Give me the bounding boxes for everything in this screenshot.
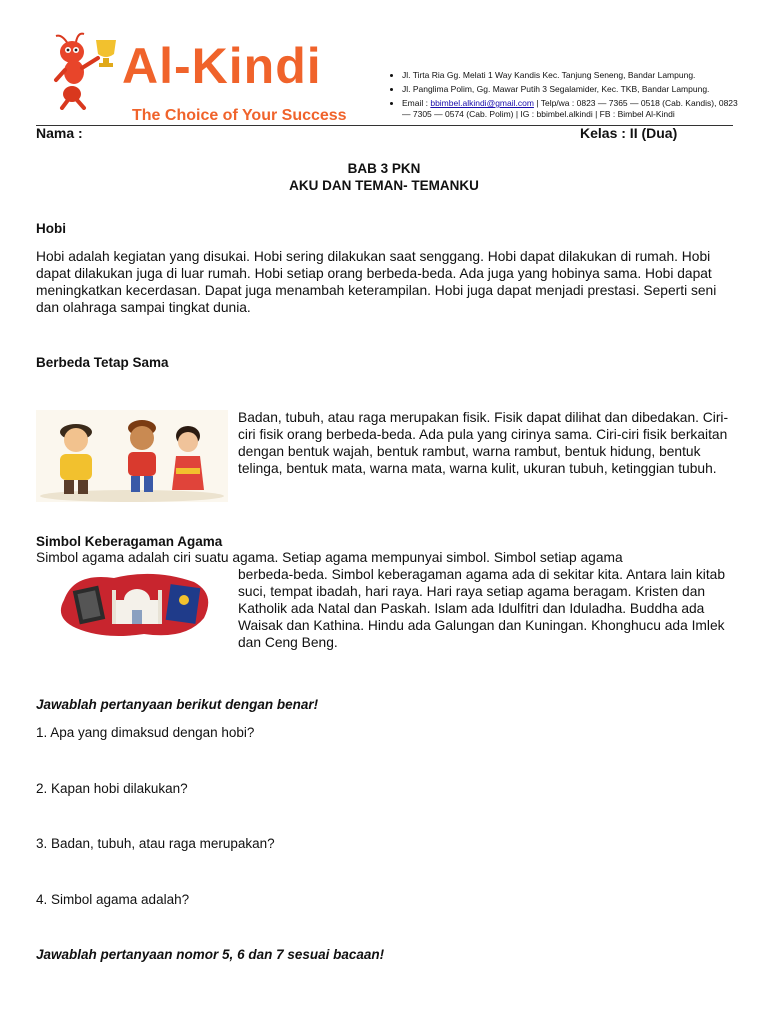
hobi-paragraph: Hobi adalah kegiatan yang disukai. Hobi sering dilakukan saat senggang. Hobi dapat dilakukan di rumah. Hobi dapat dilakukan juga di luar rumah. Hobi setiap orang berbeda-beda. Ada juga yang hobinya sama. Hobi dapat meningkatkan kecerdasan. Dapat juga menambah keterampilan. Hobi juga dapat menjadi prestasi. Seperti seni dan olahraga sampai tingkat dunia.	[36, 249, 717, 315]
instruction-1: Jawablah pertanyaan berikut dengan benar!	[36, 697, 319, 712]
contact-rest: | Telp/wa : 0823 — 7365 — 0518 (Cab. Kandis), 0823 — 7305 — 0574 (Cab. Polim) | IG : bbimbel.alkindi | FB : Bimbel Al-Kindi	[402, 98, 738, 119]
hobi-heading: Hobi	[36, 221, 66, 236]
page-title: AKU DAN TEMAN- TEMANKU	[289, 178, 479, 193]
simbol-heading: Simbol Keberagaman Agama	[36, 534, 223, 549]
berbeda-heading: Berbeda Tetap Sama	[36, 355, 169, 370]
contact-block	[392, 70, 742, 123]
simbol-paragraph-rest: berbeda-beda. Simbol keberagaman agama ada di sekitar kita. Antara lain kitab suci, tempat ibadah, hari raya. Hari raya setiap agama beragam. Kristen dan Katholik ada Natal dan Paskah. Islam ada Idulfitri dan Iduladha. Buddha ada Waisak dan Kathina. Hindu ada Galungan dan Kuningan. Khonghucu ada Imlek dan Ceng Beng.	[238, 567, 726, 650]
contact-prefix: Email :	[402, 98, 431, 108]
question-1: 1. Apa yang dimaksud dengan hobi?	[36, 725, 255, 740]
simbol-paragraph-first-line: Simbol agama adalah ciri suatu agama. Setiap agama mempunyai simbol. Simbol setiap agama	[36, 550, 623, 565]
email-link[interactable]: bbimbel.alkindi@gmail.com	[430, 98, 534, 108]
brand-tagline: The Choice of Your Success	[132, 107, 347, 124]
religion-symbols-illustration	[54, 570, 214, 640]
brand-logo-text: Al-Kindi	[122, 38, 322, 94]
contact-line	[402, 98, 742, 120]
question-4: 4. Simbol agama adalah?	[36, 892, 190, 907]
question-3: 3. Badan, tubuh, atau raga merupakan?	[36, 836, 275, 851]
berbeda-paragraph: Badan, tubuh, atau raga merupakan fisik. Fisik dapat dilihat dan dibedakan. Ciri-ciri fisik orang berbeda-beda. Ada pula yang cirinya sama. Ciri-ciri fisik berkaitan dengan bentuk wajah, bentuk rambut, warna rambut, bentuk hidung, bentuk telinga, bentuk mata, warna mata, warna kulit, ukuran tubuh, ketinggian tubuh.	[238, 410, 729, 476]
children-illustration	[36, 410, 228, 502]
chapter-title: BAB 3 PKN	[347, 161, 421, 176]
ant-mascot-logo	[50, 30, 128, 110]
kelas-label: Kelas : II (Dua)	[580, 125, 678, 141]
instruction-2: Jawablah pertanyaan nomor 5, 6 dan 7 sesuai bacaan!	[36, 947, 385, 962]
question-2: 2. Kapan hobi dilakukan?	[36, 781, 188, 796]
address-line-1: • Jl. Tirta Ria Gg. Melati 1 Way Kandis Kec. Tanjung Seneng, Bandar Lampung.	[402, 70, 742, 81]
address-line-2: • Jl. Panglima Polim, Gg. Mawar Putih 3 Segalamider, Kec. TKB, Bandar Lampung.	[402, 84, 742, 95]
nama-label: Nama :	[36, 125, 83, 141]
